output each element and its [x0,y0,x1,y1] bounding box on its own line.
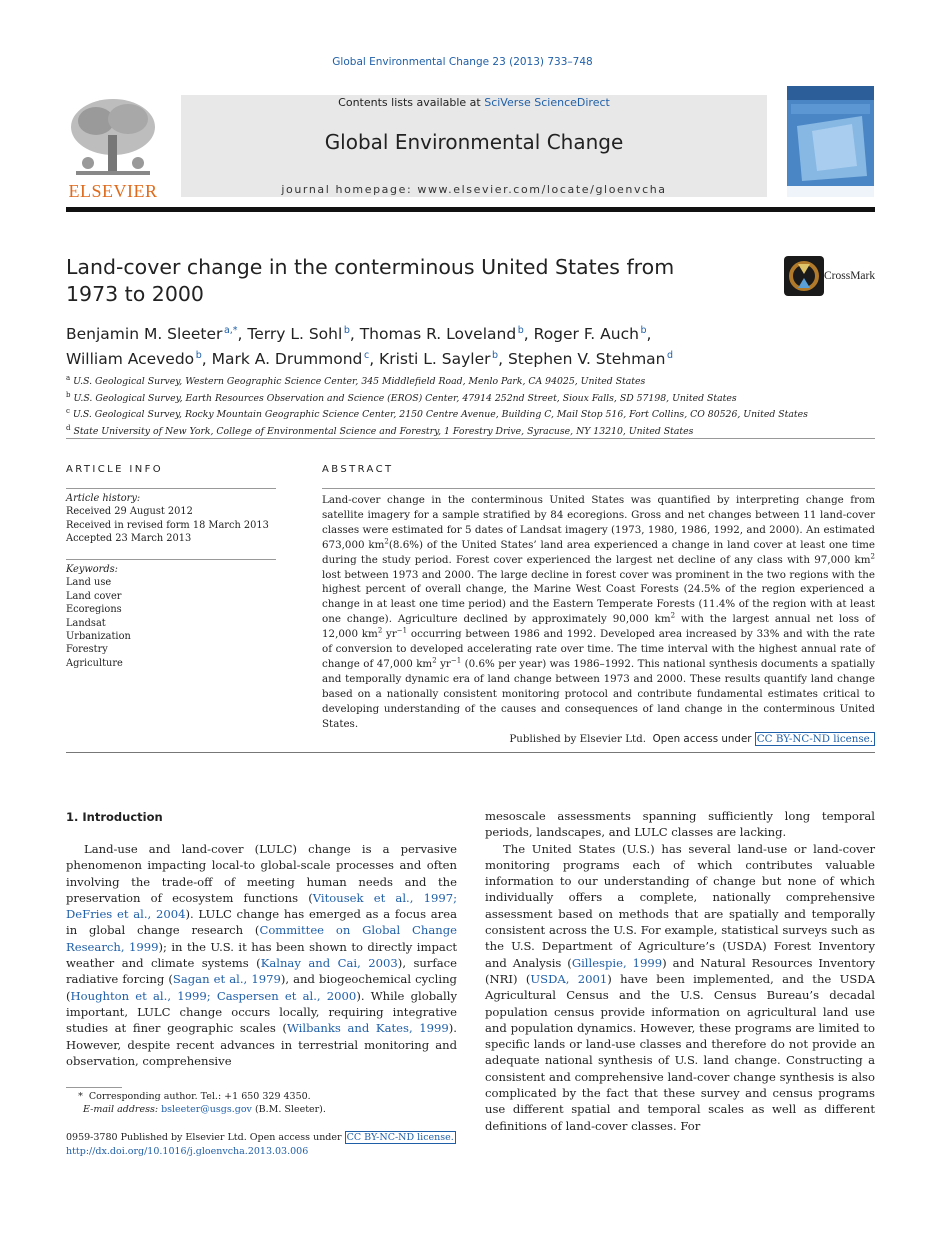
journal-reference[interactable]: Global Environmental Change 23 (2013) 733–748 [332,56,593,68]
journal-homepage[interactable]: journal homepage: www.elsevier.com/locate/gloenvcha [281,183,667,196]
abstract-heading: ABSTRACT [322,464,394,475]
keyword: Land use [66,577,112,589]
crossmark-label[interactable]: CrossMark [824,270,876,282]
affiliation: $^c$ U.S. Geological Survey, Rocky Mountain Geographic Science Center, 2150 Centre Avenue, Building C, Mail Stop 516, Fort Collins, CO 80526, United States [66,407,808,421]
keywords-rule [66,559,276,560]
citation-link[interactable]: USDA, 2001 [530,971,608,986]
author[interactable]: Kristi L. Sayler $^b$ [379,350,499,369]
published-by: Published by Elsevier Ltd. [509,733,647,745]
license-link[interactable]: CC BY-NC-ND license. [756,733,873,745]
author[interactable]: Thomas R. Loveland $^b$ [359,325,524,344]
keywords-label: Keywords: [66,564,118,575]
published-line [322,733,875,745]
author-list: Benjamin M. Sleeter $^{a,*}$, Terry L. Sohl $^b$, Thomas R. Loveland $^b$, Roger F. Auch $^b$, William Acevedo $^b$, Mark A. Drummond $^c$, Kristi L. Sayler $^b$, Stephen V. Stehman $^d$ [66,325,674,369]
author[interactable]: Roger F. Auch $^b$ [533,325,647,344]
open-access-label: Open access under [652,733,752,745]
abstract-rule [322,488,875,489]
paragraph: mesoscale assessments spanning sufficiently long temporal periods, landscapes, and LULC classes are lacking. [485,809,875,840]
author[interactable]: William Acevedo $^b$ [66,350,202,369]
keyword: Land cover [66,590,122,602]
affiliation: $^b$ U.S. Geological Survey, Earth Resources Observation and Science (EROS) Center, 47914 252nd Street, Sioux Falls, SD 57198, United States [66,390,737,404]
citation-link[interactable]: Gillespie, 1999 [571,955,663,970]
intro-right-column [485,808,875,1134]
keywords [66,563,276,670]
author[interactable]: Stephen V. Stehman $^d$ [507,350,674,369]
affiliations [66,372,875,438]
email-link[interactable]: bsleeter@usgs.gov [161,1104,252,1116]
history-label: Article history: [66,493,141,504]
citation-link[interactable]: Committee on Global Change Research, 1999 [66,923,457,954]
article-history [66,492,276,546]
journal-cover-image [787,86,874,197]
citation-link[interactable]: Houghton et al., 1999; Caspersen et al., 2000 [70,988,357,1003]
citation-link[interactable]: Vitousek et al., 1997; DeFries et al., 2004 [66,890,457,922]
citation-link[interactable]: Wilbanks and Kates, 1999 [286,1021,449,1036]
sciencedirect-link[interactable]: SciVerse ScienceDirect [484,96,610,109]
history-item: Received in revised form 18 March 2013 [66,519,269,531]
keyword: Forestry [66,644,108,656]
affiliation: $^a$ U.S. Geological Survey, Western Geographic Science Center, 345 Middlefield Road, Menlo Park, CA 94025, United States [66,374,646,388]
paragraph: The United States (U.S.) has several land-use or land-cover monitoring programs each of which contributes valuable information to our understanding of change but none of which individually offers a complete, nationally comprehensive assessment based on methods that are spatially and temporally consistent across the U.S. For example, statistical surveys such as the U.S. Department of Agriculture’s (USDA) Forest Inventory and Analysis (Gillespie, 1999) and Natural Resources Inventory (NRI) (USDA, 2001) have been implemented, and the USDA Agricultural Census and the U.S. Census Bureau’s decadal population census provide information on agricultural land use and population dynamics. However, these programs are limited to specific lands or land-use classes and therefore do not provide an adequate national synthesis of U.S. land change. Constructing a consistent and comprehensive land-cover change synthesis is also complicated by the fact that these survey and census programs use different spatial and temporal scales as well as different definitions of land-cover classes. For [485,841,875,1133]
article-info-heading: ARTICLE INFO [66,464,164,475]
keyword: Ecoregions [66,604,122,616]
elsevier-wordmark: ELSEVIER [68,181,158,201]
keyword: Landsat [66,617,106,629]
article-title: Land-cover change in the conterminous United States from 1973 to 2000 [66,255,675,306]
history-item: Accepted 23 March 2013 [66,533,192,545]
bottom-license-link[interactable]: CC BY-NC-ND license. [346,1132,454,1143]
journal-name: Global Environmental Change [324,130,624,154]
crossmark-icon[interactable] [784,256,824,296]
keyword: Urbanization [66,631,131,643]
author[interactable]: Mark A. Drummond $^c$ [211,350,370,369]
citation-link[interactable]: Kalnay and Cai, 2003 [260,956,398,971]
contents-prefix: Contents lists available at [338,96,485,109]
footnote-rule [66,1087,122,1088]
intro-left-column [66,841,457,1069]
paragraph: Land-use and land-cover (LULC) change is a pervasive phenomenon impacting local-to global-scale processes and often involving the trade-off of meeting human needs and the preservation of ecosystem functions (Vitousek et al., 1997; DeFries et al., 2004). LULC change has emerged as a focus area in global change research (Committee on Global Change Research, 1999); in the U.S. it has been shown to directly impact weather and climate systems (Kalnay and Cai, 2003), surface radiative forcing (Sagan et al., 1979), and biogeochemical cycling (Houghton et al., 1999; Caspersen et al., 2000). While globally important, LULC change occurs locally, requiring integrative studies at finer geographic scales (Wilbanks and Kates, 1999). However, despite recent advances in terrestrial monitoring and observation, comprehensive [66,842,458,1068]
author[interactable]: Benjamin M. Sleeter $^{a,*}$ [66,325,238,344]
contents-line [181,96,767,109]
affiliation: $^d$ State University of New York, College of Environmental Science and Forestry, 1 Forestry Drive, Syracuse, NY 13210, United States [66,423,694,437]
article-info-rule [66,488,276,489]
issn-line: 0959-3780 Published by Elsevier Ltd. Open access under CC BY-NC-ND license. http://dx.doi.org/10.1016/j.gloenvcha.2013.03.006 [66,1131,566,1158]
header-rule [66,207,875,212]
author[interactable]: Terry L. Sohl $^b$ [247,325,350,344]
history-item: Received 29 August 2012 [66,506,193,518]
abstract-text: Land-cover change in the conterminous United States was quantified by interpreting change from satellite imagery for a sample stratified by 84 ecoregions. Gross and net changes between 11 land-cover classes were estimated for 5 dates of Landsat imagery (1973, 1980, 1986, 1992, and 2000). An estimated 673,000 $km^2(8.6\%)$ of the United States’ land area experienced a change in land cover at least one time during the study period. Forest cover experienced the largest net decline of any class with 97,000 $km^2$ lost between 1973 and 2000. The large decline in forest cover was prominent in the two regions with the highest percent of overall change, the Marine West Coast Forests (24.5% of the region experienced a change in at least one time period) and the Eastern Temperate Forests (11.4% of the region with at least one change). Agriculture declined by approximately 90,000 $km^2$ with the largest annual net loss of 12,000 $km^2$ $yr^{-1}$ occurring between 1986 and 1992. Developed area increased by 33% and with the rate of conversion to developed accelerating rate over time. The time interval with the highest annual rate of change of 47,000 $km^2$ $yr^{-1}$ (0.6% per year) was 1986–1992. This national synthesis documents a spatially and temporally dynamic era of land change between 1973 and 2000. These results quantify land change based on a nationally consistent monitoring protocol and contribute fundamental estimates critical to developing understanding of the causes and consequences of land change in the conterminous United States. [322,494,875,730]
abstract-bottom-rule [66,752,875,753]
keyword: Agriculture [66,657,123,669]
section-heading-introduction: 1. Introduction [66,810,163,824]
affiliations-rule [66,438,875,439]
citation-link[interactable]: Sagan et al., 1979 [172,972,281,987]
doi-link[interactable]: http://dx.doi.org/10.1016/j.gloenvcha.2013.03.006 [66,1145,309,1157]
corresponding-author-footnote: * Corresponding author. Tel.: +1 650 329 4350. E-mail address: bsleeter@usgs.gov (B.M. Sleeter). [66,1091,326,1116]
